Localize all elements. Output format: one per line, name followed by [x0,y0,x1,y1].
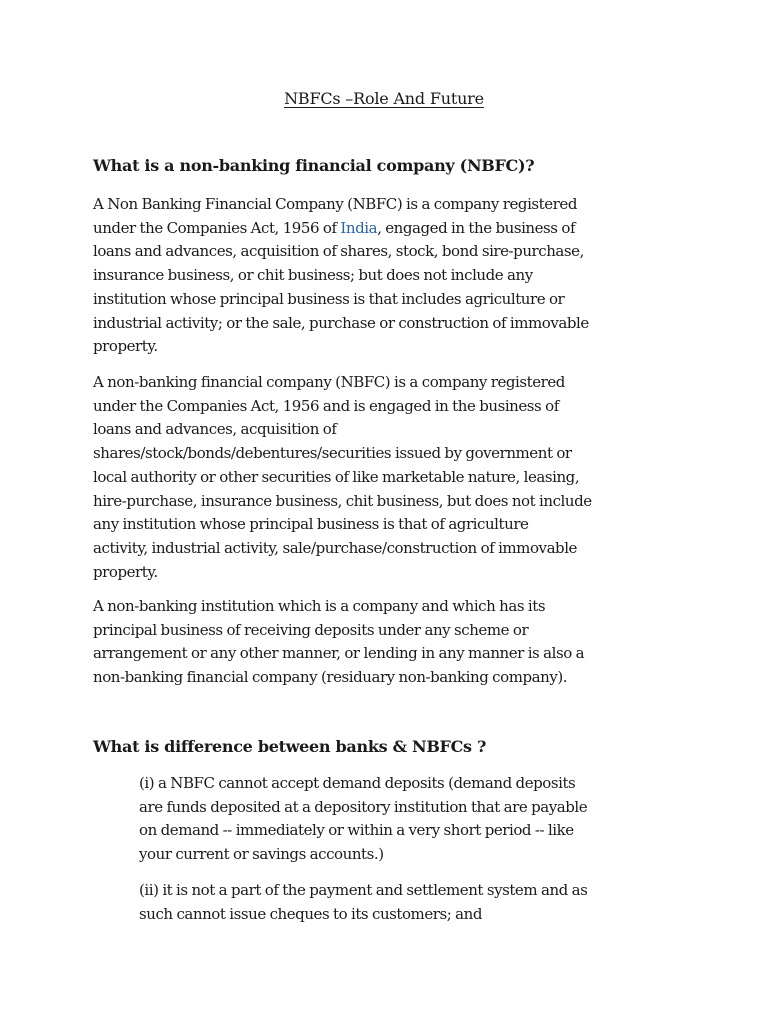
text-line: A non-banking financial company (NBFC) is a company registered [93,373,565,391]
paragraph-difference-2 [139,879,699,926]
paragraph-nbfc-definition-1 [93,193,689,359]
text-line: property. [93,337,158,356]
document-title: NBFCs –Role And Future [284,89,484,108]
text-line: under the Companies Act, 1956 and is engaged in the business of [93,396,559,415]
text-line: loans and advances, acquisition of [93,420,337,439]
text-line: (ii) it is not a part of the payment and settlement system and as [139,881,588,899]
text-line: insurance business, or chit business; but does not include any [93,266,533,285]
text-line: on demand -- immediately or within a very short period -- like [139,821,574,840]
section-heading-what-is-nbfc: What is a non-banking financial company (NBFC)? [93,156,535,175]
text-segment: under the Companies Act, 1956 of [93,218,341,237]
text-line: arrangement or any other manner, or lending in any manner is also a [93,644,585,663]
text-line: shares/stock/bonds/debentures/securities issued by government or [93,444,572,463]
text-line: your current or savings accounts.) [139,845,384,864]
paragraph-difference-1 [139,772,699,867]
text-line: principal business of receiving deposits under any scheme or [93,620,529,639]
text-line: local authority or other securities of like marketable nature, leasing, [93,467,580,486]
text-segment: , engaged in the business of [377,218,576,237]
paragraph-residuary-nbfc [93,595,689,690]
text-line: hire-purchase, insurance business, chit business, but does not include [93,491,592,510]
text-line: are funds deposited at a depository institution that are payable [139,797,588,816]
paragraph-nbfc-definition-2 [93,371,689,584]
text-line [93,217,689,241]
text-line: A non-banking institution which is a company and which has its [93,597,546,615]
text-line: property. [93,562,158,581]
india-link[interactable]: India [340,218,378,237]
text-line: loans and advances, acquisition of shares, stock, bond sire-purchase, [93,242,584,261]
text-line: non-banking financial company (residuary non-banking company). [93,668,568,687]
section-heading-difference: What is difference between banks & NBFCs ? [93,737,487,756]
text-line: (i) a NBFC cannot accept demand deposits (demand deposits [139,774,576,792]
text-line: any institution whose principal business is that of agriculture [93,515,529,534]
text-line: activity, industrial activity, sale/purchase/construction of immovable [93,538,577,557]
text-line: A Non Banking Financial Company (NBFC) is a company registered [93,195,577,213]
text-line: industrial activity; or the sale, purchase or construction of immovable [93,313,589,332]
text-line: such cannot issue cheques to its customers; and [139,904,483,923]
text-line: institution whose principal business is that includes agriculture or [93,289,565,308]
